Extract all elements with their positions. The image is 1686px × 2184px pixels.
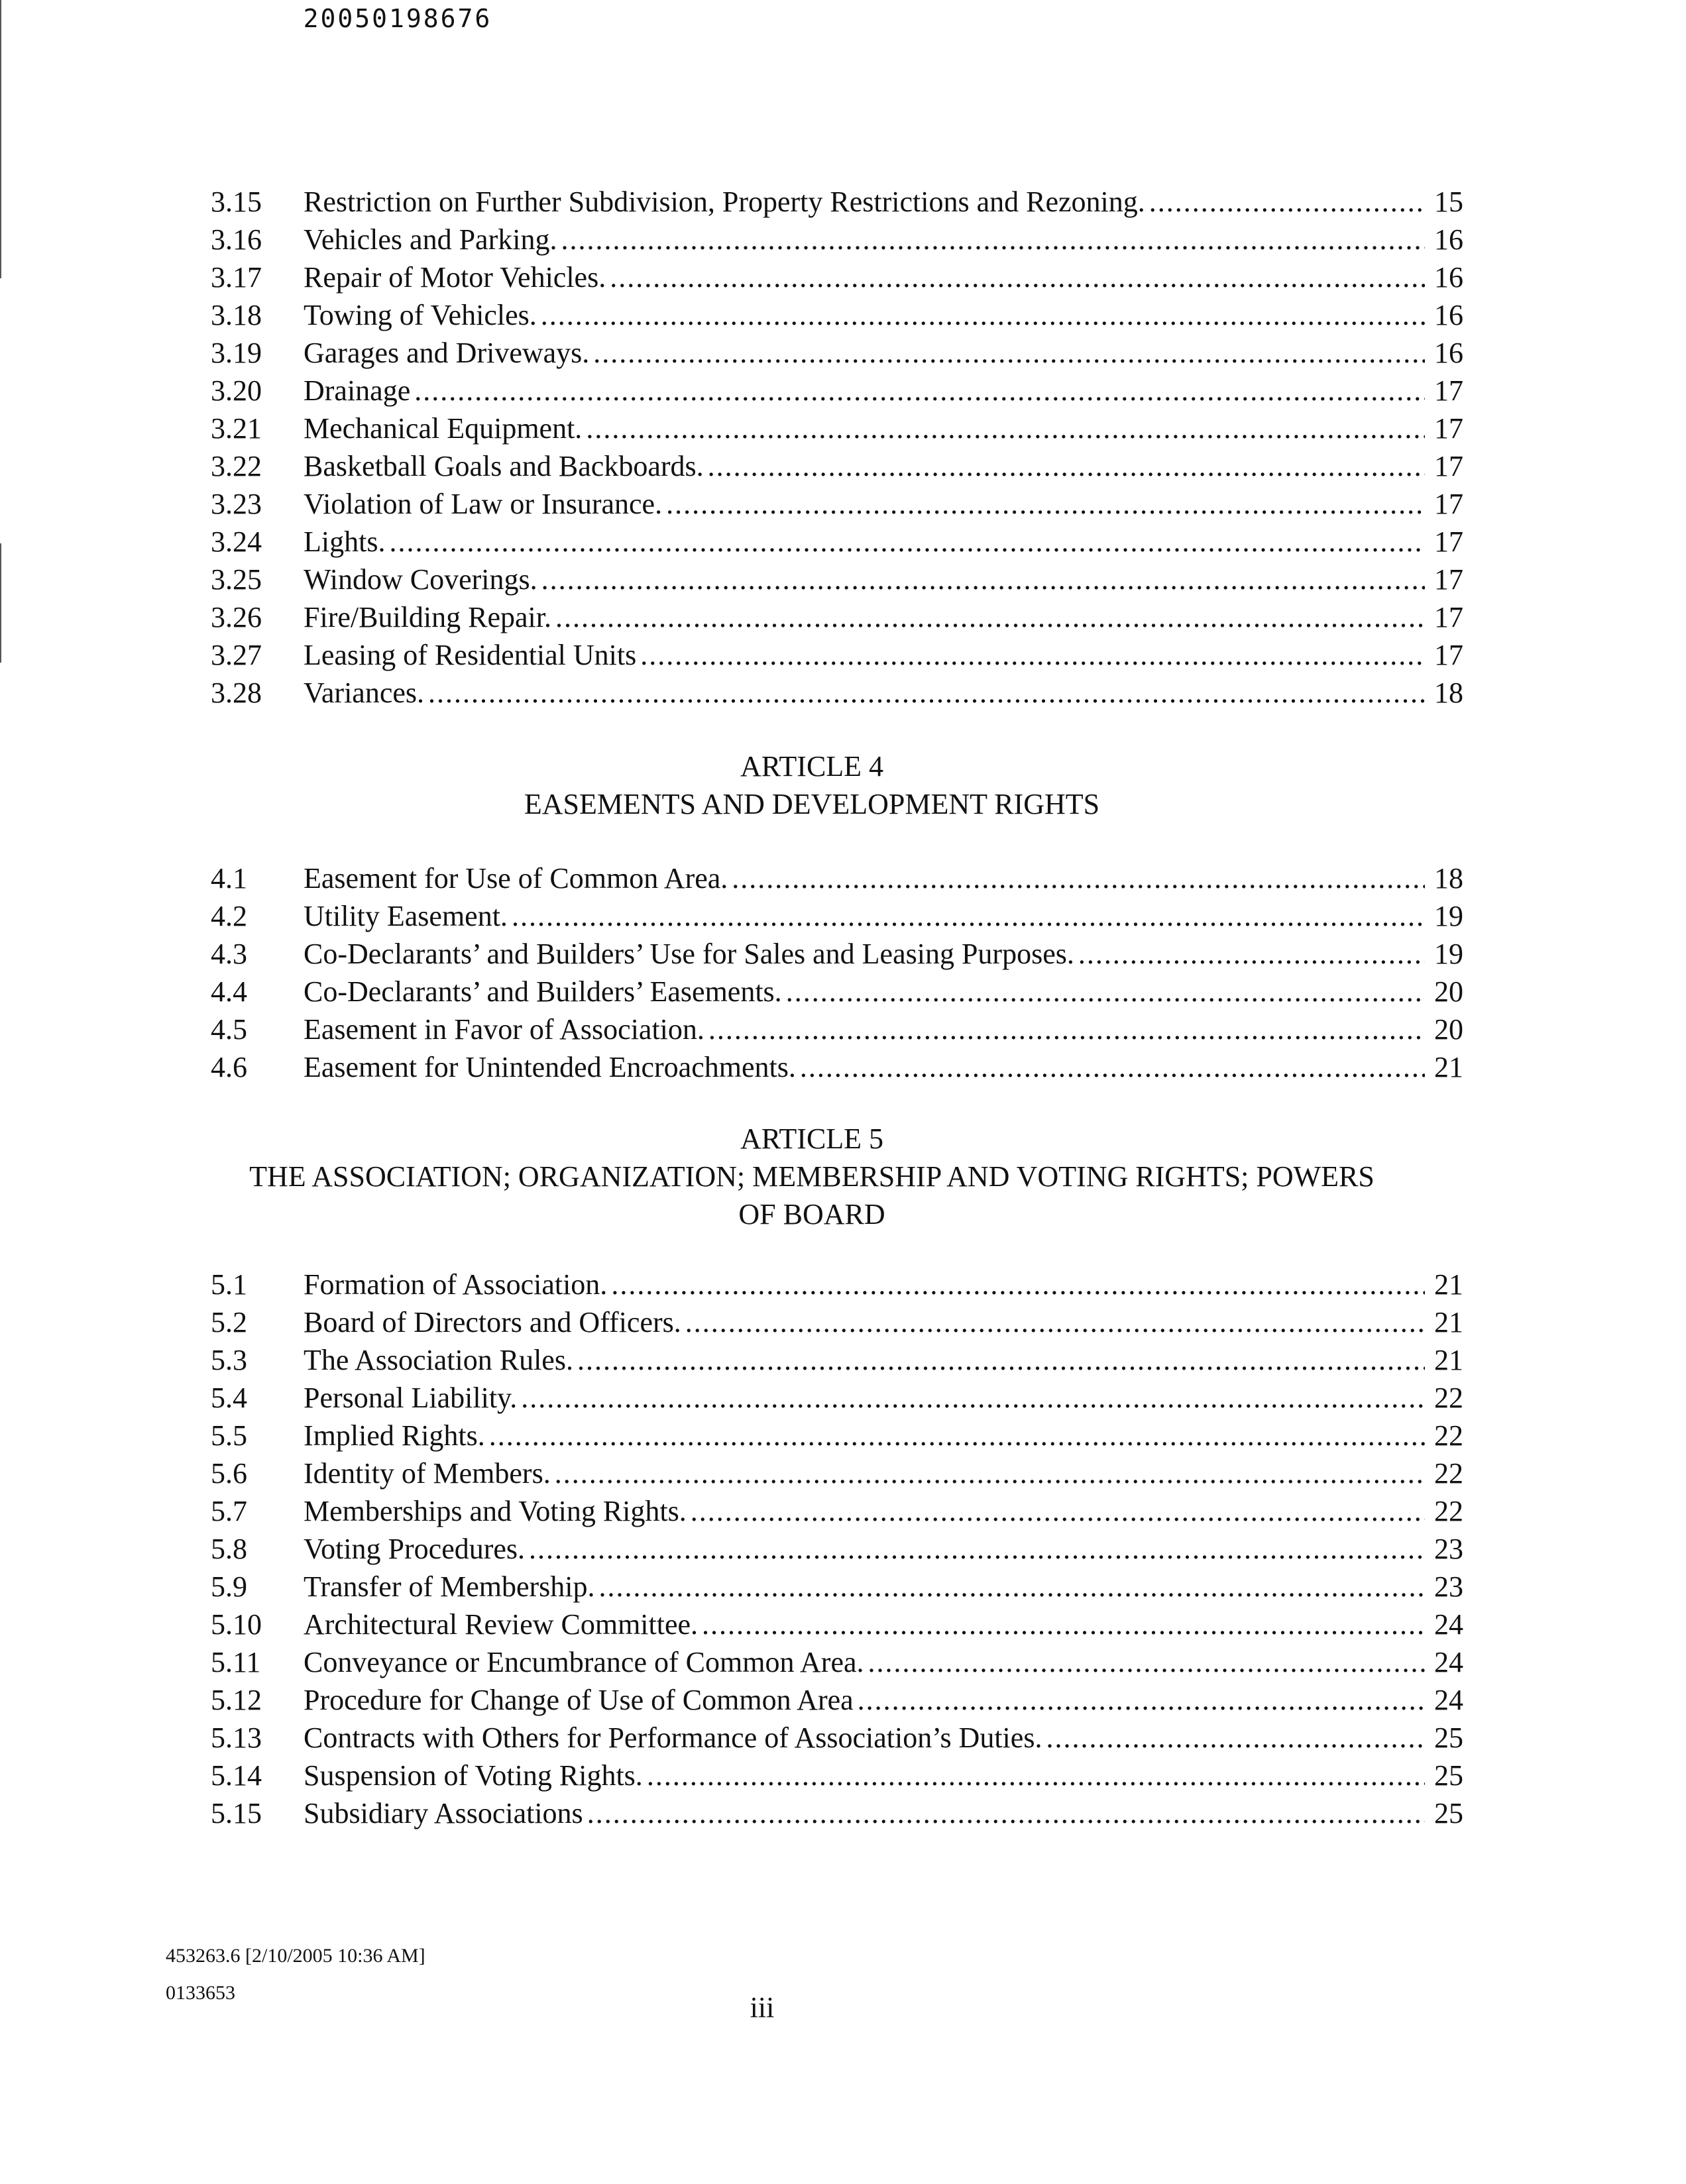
- toc-entry-number: 5.3: [211, 1344, 247, 1376]
- toc-dot-leader: [1046, 1719, 1425, 1757]
- toc-entry: [211, 1010, 1463, 1048]
- toc-entry-number: 5.8: [211, 1533, 247, 1565]
- toc-entry-page: 19: [1434, 900, 1463, 932]
- toc-entry-number: 5.13: [211, 1721, 262, 1754]
- toc-entry-number: 3.20: [211, 374, 262, 407]
- toc-entry-page: 21: [1434, 1051, 1463, 1083]
- toc-section-article-5: [211, 1266, 1463, 1832]
- toc-entry-page: 16: [1434, 223, 1463, 256]
- toc-entry: [211, 1757, 1463, 1794]
- article-5-heading: ARTICLE 5: [740, 1122, 884, 1155]
- document-number: 20050198676: [303, 4, 492, 33]
- toc-entry-page: 21: [1434, 1306, 1463, 1338]
- toc-entry-number: 5.10: [211, 1608, 262, 1641]
- toc-entry-page: 25: [1434, 1721, 1463, 1754]
- toc-dot-leader: [389, 523, 1425, 561]
- toc-entry-number: 3.16: [211, 223, 262, 256]
- toc-dot-leader: [611, 1266, 1425, 1303]
- toc-entry: [211, 1303, 1463, 1341]
- toc-entry: [211, 447, 1463, 485]
- toc-entry: [211, 598, 1463, 636]
- toc-entry-title: Identity of Members.: [304, 1457, 551, 1490]
- toc-entry: [211, 334, 1463, 372]
- toc-entry: [211, 1492, 1463, 1530]
- toc-entry-number: 3.18: [211, 299, 262, 331]
- toc-dot-leader: [691, 1492, 1425, 1530]
- toc-entry-title: Memberships and Voting Rights.: [304, 1495, 687, 1527]
- toc-dot-leader: [800, 1048, 1425, 1086]
- toc-entry-number: 4.6: [211, 1051, 247, 1083]
- toc-entry-number: 3.22: [211, 450, 262, 482]
- toc-entry-number: 3.19: [211, 337, 262, 369]
- toc-entry-number: 5.6: [211, 1457, 247, 1490]
- toc-entry: [211, 485, 1463, 523]
- toc-entry-page: 24: [1434, 1684, 1463, 1716]
- toc-entry-title: Window Coverings.: [304, 563, 537, 596]
- toc-entry-number: 5.14: [211, 1759, 262, 1792]
- toc-entry: [211, 674, 1463, 712]
- toc-entry-number: 3.25: [211, 563, 262, 596]
- toc-dot-leader: [858, 1681, 1425, 1719]
- toc-entry-title: Variances.: [304, 677, 425, 709]
- toc-entry: [211, 372, 1463, 410]
- toc-entry-title: Contracts with Others for Performance of Association’s Duties.: [304, 1721, 1042, 1754]
- toc-entry-title: Board of Directors and Officers.: [304, 1306, 681, 1338]
- toc-entry-number: 3.28: [211, 677, 262, 709]
- toc-entry-number: 5.9: [211, 1570, 247, 1603]
- footer-doc-reference: 453263.6 [2/10/2005 10:36 AM]: [166, 1945, 425, 1967]
- toc-entry-number: 3.15: [211, 186, 262, 218]
- toc-dot-leader: [647, 1757, 1425, 1794]
- toc-entry-title: Personal Liability.: [304, 1382, 518, 1414]
- toc-entry: [211, 1341, 1463, 1379]
- toc-entry: [211, 935, 1463, 973]
- toc-entry-title: Utility Easement.: [304, 900, 508, 932]
- toc-entry-page: 24: [1434, 1646, 1463, 1678]
- toc-entry: [211, 897, 1463, 935]
- toc-entry-number: 4.5: [211, 1013, 247, 1046]
- toc-entry-number: 5.1: [211, 1268, 247, 1301]
- toc-entry: [211, 859, 1463, 897]
- toc-entry-page: 25: [1434, 1797, 1463, 1829]
- footer-doc-id: 0133653: [166, 1982, 235, 2004]
- toc-entry-page: 22: [1434, 1419, 1463, 1452]
- toc-dot-leader: [529, 1530, 1425, 1568]
- toc-entry-page: 19: [1434, 938, 1463, 970]
- toc-entry-title: Implied Rights.: [304, 1419, 485, 1452]
- toc-entry-title: Easement for Unintended Encroachments.: [304, 1051, 796, 1083]
- toc-entry-title: Fire/Building Repair.: [304, 601, 551, 633]
- toc-dot-leader: [541, 296, 1425, 334]
- toc-entry-page: 24: [1434, 1608, 1463, 1641]
- toc-entry-title: Repair of Motor Vehicles.: [304, 261, 606, 294]
- toc-entry: [211, 183, 1463, 221]
- toc-entry-number: 4.1: [211, 862, 247, 895]
- toc-entry-page: 20: [1434, 1013, 1463, 1046]
- toc-entry-number: 3.23: [211, 488, 262, 520]
- toc-entry-title: Easement in Favor of Association.: [304, 1013, 704, 1046]
- toc-entry-page: 22: [1434, 1495, 1463, 1527]
- toc-entry-page: 17: [1434, 563, 1463, 596]
- toc-dot-leader: [561, 221, 1425, 258]
- toc-entry-title: Violation of Law or Insurance.: [304, 488, 663, 520]
- toc-dot-leader: [640, 636, 1425, 674]
- toc-entry-title: Lights.: [304, 525, 386, 558]
- toc-entry-title: Procedure for Change of Use of Common Area: [304, 1684, 854, 1716]
- article-5-title-line2: OF BOARD: [738, 1198, 885, 1230]
- toc-entry-title: Restriction on Further Subdivision, Property Restrictions and Rezoning.: [304, 186, 1145, 218]
- toc-entry: [211, 1530, 1463, 1568]
- toc-dot-leader: [1078, 935, 1425, 973]
- toc-entry-page: 17: [1434, 450, 1463, 482]
- toc-dot-leader: [593, 334, 1425, 372]
- toc-entry-title: Conveyance or Encumbrance of Common Area.: [304, 1646, 864, 1678]
- toc-entry-title: Garages and Driveways.: [304, 337, 590, 369]
- toc-entry-number: 5.4: [211, 1382, 247, 1414]
- toc-entry-page: 21: [1434, 1344, 1463, 1376]
- toc-entry-title: Basketball Goals and Backboards.: [304, 450, 704, 482]
- toc-dot-leader: [586, 410, 1425, 447]
- toc-entry-title: Mechanical Equipment.: [304, 412, 583, 445]
- toc-entry: [211, 1568, 1463, 1606]
- scan-edge-mark: [0, 543, 1, 663]
- toc-entry-title: Architectural Review Committee.: [304, 1608, 699, 1641]
- toc-entry: [211, 523, 1463, 561]
- toc-entry-title: The Association Rules.: [304, 1344, 573, 1376]
- toc-dot-leader: [610, 258, 1425, 296]
- toc-dot-leader: [428, 674, 1425, 712]
- toc-dot-leader: [708, 1010, 1425, 1048]
- toc-entry-title: Co-Declarants’ and Builders’ Use for Sales and Leasing Purposes.: [304, 938, 1074, 970]
- toc-entry-page: 23: [1434, 1570, 1463, 1603]
- toc-entry-page: 17: [1434, 601, 1463, 633]
- toc-entry-page: 17: [1434, 488, 1463, 520]
- toc-entry-title: Vehicles and Parking.: [304, 223, 557, 256]
- toc-dot-leader: [489, 1417, 1425, 1454]
- toc-dot-leader: [587, 1794, 1425, 1832]
- toc-entry-page: 17: [1434, 525, 1463, 558]
- toc-entry-number: 3.24: [211, 525, 262, 558]
- toc-entry: [211, 1266, 1463, 1303]
- toc-entry-page: 22: [1434, 1457, 1463, 1490]
- toc-entry: [211, 561, 1463, 598]
- toc-entry: [211, 1681, 1463, 1719]
- toc-entry: [211, 1606, 1463, 1643]
- toc-entry-title: Transfer of Membership.: [304, 1570, 595, 1603]
- toc-dot-leader: [577, 1341, 1425, 1379]
- toc-entry-page: 22: [1434, 1382, 1463, 1414]
- toc-entry-number: 5.15: [211, 1797, 262, 1829]
- toc-entry-page: 23: [1434, 1533, 1463, 1565]
- toc-entry-title: Drainage: [304, 374, 411, 407]
- toc-entry-number: 5.2: [211, 1306, 247, 1338]
- toc-entry: [211, 258, 1463, 296]
- toc-entry: [211, 410, 1463, 447]
- toc-dot-leader: [732, 859, 1425, 897]
- toc-entry-number: 3.27: [211, 639, 262, 671]
- toc-section-article-3-continued: [211, 183, 1463, 712]
- toc-entry-page: 16: [1434, 337, 1463, 369]
- toc-entry: [211, 973, 1463, 1010]
- article-5-title-line1: THE ASSOCIATION; ORGANIZATION; MEMBERSHIP AND VOTING RIGHTS; POWERS: [249, 1160, 1375, 1193]
- toc-entry: [211, 1454, 1463, 1492]
- toc-entry-title: Easement for Use of Common Area.: [304, 862, 728, 895]
- toc-entry-page: 17: [1434, 639, 1463, 671]
- toc-entry-title: Co-Declarants’ and Builders’ Easements.: [304, 975, 782, 1008]
- article-4-title: EASEMENTS AND DEVELOPMENT RIGHTS: [524, 788, 1100, 820]
- toc-dot-leader: [521, 1379, 1425, 1417]
- toc-entry-title: Suspension of Voting Rights.: [304, 1759, 643, 1792]
- toc-dot-leader: [1149, 183, 1425, 221]
- toc-entry-number: 5.5: [211, 1419, 247, 1452]
- toc-entry-page: 17: [1434, 412, 1463, 445]
- toc-dot-leader: [702, 1606, 1425, 1643]
- toc-entry-title: Formation of Association.: [304, 1268, 608, 1301]
- toc-entry-number: 3.17: [211, 261, 262, 294]
- toc-entry-page: 16: [1434, 299, 1463, 331]
- toc-entry-page: 15: [1434, 186, 1463, 218]
- article-4-heading: ARTICLE 4: [740, 750, 884, 783]
- toc-entry-page: 18: [1434, 862, 1463, 895]
- toc-entry-number: 3.21: [211, 412, 262, 445]
- toc-entry: [211, 1794, 1463, 1832]
- toc-dot-leader: [786, 973, 1425, 1010]
- toc-section-article-4: [211, 859, 1463, 1086]
- toc-entry-page: 17: [1434, 374, 1463, 407]
- toc-entry: [211, 636, 1463, 674]
- toc-entry-page: 20: [1434, 975, 1463, 1008]
- toc-dot-leader: [555, 1454, 1425, 1492]
- page-number: iii: [750, 1991, 775, 2024]
- toc-dot-leader: [541, 561, 1425, 598]
- toc-entry-number: 4.2: [211, 900, 247, 932]
- toc-entry-number: 5.11: [211, 1646, 261, 1678]
- toc-entry-title: Leasing of Residential Units: [304, 639, 637, 671]
- toc-dot-leader: [666, 485, 1425, 523]
- toc-dot-leader: [868, 1643, 1426, 1681]
- toc-entry-number: 4.3: [211, 938, 247, 970]
- toc-dot-leader: [708, 447, 1425, 485]
- toc-entry: [211, 1048, 1463, 1086]
- toc-dot-leader: [685, 1303, 1425, 1341]
- toc-entry-number: 4.4: [211, 975, 247, 1008]
- toc-entry-number: 5.12: [211, 1684, 262, 1716]
- toc-entry-page: 18: [1434, 677, 1463, 709]
- toc-dot-leader: [414, 372, 1425, 410]
- scan-edge-mark: [0, 0, 1, 278]
- toc-entry-number: 3.26: [211, 601, 262, 633]
- toc-entry-title: Subsidiary Associations: [304, 1797, 583, 1829]
- toc-entry-page: 16: [1434, 261, 1463, 294]
- toc-entry-number: 5.7: [211, 1495, 247, 1527]
- toc-dot-leader: [599, 1568, 1425, 1606]
- toc-entry: [211, 296, 1463, 334]
- toc-entry: [211, 1417, 1463, 1454]
- toc-entry-title: Towing of Vehicles.: [304, 299, 537, 331]
- toc-dot-leader: [555, 598, 1425, 636]
- toc-entry-page: 21: [1434, 1268, 1463, 1301]
- toc-entry: [211, 1719, 1463, 1757]
- toc-entry-title: Voting Procedures.: [304, 1533, 526, 1565]
- toc-entry-page: 25: [1434, 1759, 1463, 1792]
- toc-entry: [211, 1379, 1463, 1417]
- toc-entry: [211, 221, 1463, 258]
- toc-entry: [211, 1643, 1463, 1681]
- toc-dot-leader: [512, 897, 1425, 935]
